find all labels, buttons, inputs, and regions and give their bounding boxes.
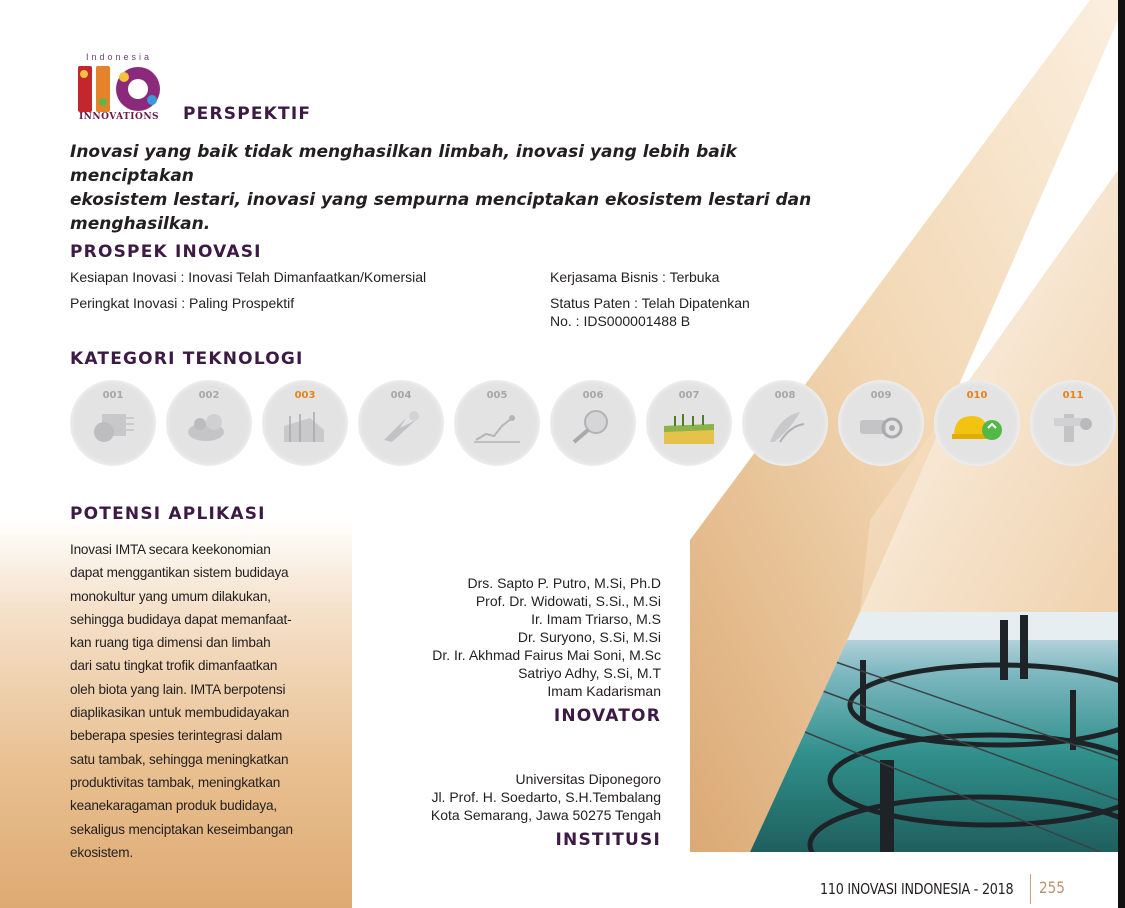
potensi-line: sehingga budidaya dapat memanfaat- [70, 611, 292, 627]
kategori-item-010 [934, 380, 1020, 466]
quote-line: menghasilkan. [70, 214, 211, 234]
potensi-line: dapat menggantikan sistem budidaya [70, 565, 289, 581]
potensi-line: oleh biota yang lain. IMTA berpotensi [70, 681, 286, 697]
perspektif-label: PERSPEKTIF [183, 104, 312, 124]
magnifier-icon [568, 406, 618, 446]
potensi-line: diaplikasikan untuk membudidayakan [70, 705, 290, 721]
kategori-number: 001 [102, 390, 124, 401]
inovator-name: Imam Kadarisman [547, 683, 661, 699]
construction-icon [280, 406, 330, 446]
inovator-list [380, 574, 661, 700]
kategori-number: 003 [294, 390, 316, 401]
quote-line: Inovasi yang baik tidak menghasilkan limbah, inovasi yang lebih baik menciptakan [70, 142, 737, 186]
page-edge [1118, 0, 1125, 908]
page-number: 255 [1039, 878, 1065, 897]
kategori-teknologi-title: KATEGORI TEKNOLOGI [70, 349, 304, 369]
kategori-item-003 [262, 380, 348, 466]
potensi-line: ekosistem. [70, 844, 133, 860]
logo-110-innovations [72, 52, 166, 124]
agriculture-chip-icon [88, 406, 138, 446]
institusi-line: Universitas Diponegoro [515, 771, 661, 787]
potensi-line: satu tambak, sehingga meningkatkan [70, 751, 289, 767]
kategori-item-006 [550, 380, 636, 466]
prospek-inovasi-title: PROSPEK INOVASI [70, 242, 262, 262]
potensi-line: Inovasi IMTA secara keekonomian [70, 542, 271, 557]
logo-bottom-text: INNOVATIONS [78, 112, 160, 122]
kategori-item-009 [838, 380, 924, 466]
kerjasama-bisnis: Kerjasama Bisnis : Terbuka [550, 269, 720, 285]
institusi-line: Jl. Prof. H. Soedarto, S.H.Tembalang [431, 789, 661, 805]
peringkat-inovasi: Peringkat Inovasi : Paling Prospektif [70, 295, 295, 311]
potensi-line: dari satu tingkat trofik dimanfaatkan [70, 658, 278, 674]
status-paten: Status Paten : Telah Dipatenkan [550, 295, 750, 311]
kategori-number: 011 [1062, 390, 1084, 401]
quote-line: ekosistem lestari, inovasi yang sempurna menciptakan ekosistem lestari dan [70, 190, 812, 210]
kategori-number: 004 [390, 390, 412, 401]
kategori-number: 005 [486, 390, 508, 401]
kategori-number: 009 [870, 390, 892, 401]
inovator-name: Prof. Dr. Widowati, S.Si., M.Si [475, 593, 661, 609]
kategori-item-008 [742, 380, 828, 466]
nomor-paten: No. : IDS000001488 B [550, 313, 691, 329]
plant-icon [760, 406, 810, 446]
inovator-label: INOVATOR [553, 706, 661, 726]
kesiapan-inovasi: Kesiapan Inovasi : Inovasi Telah Dimanfaatkan/Komersial [70, 269, 427, 285]
kategori-number: 008 [774, 390, 796, 401]
potensi-line: monokultur yang umum dilakukan, [70, 588, 271, 604]
kategori-item-007 [646, 380, 732, 466]
potensi-line: kan ruang tiga dimensi dan limbah [70, 635, 271, 651]
kategori-item-011 [1030, 380, 1116, 466]
tools-icon [1048, 406, 1098, 446]
safety-recycle-icon [952, 406, 1002, 446]
kategori-item-002 [166, 380, 252, 466]
inovator-name: Dr. Suryono, S.Si, M.Si [517, 629, 661, 645]
kategori-item-004 [358, 380, 444, 466]
potensi-line: produktivitas tambak, meningkatkan [70, 774, 281, 790]
land-environment-icon [664, 406, 714, 446]
growth-chart-icon [472, 406, 522, 446]
kategori-item-001 [70, 380, 156, 466]
inovator-name: Drs. Sapto P. Putro, M.Si, Ph.D [467, 575, 661, 591]
kategori-number: 006 [582, 390, 604, 401]
institusi-address [380, 770, 661, 824]
perspektif-quote [70, 140, 830, 236]
footer-title: 110 INOVASI INDONESIA - 2018 [820, 880, 1014, 898]
potensi-aplikasi-title: POTENSI APLIKASI [70, 504, 266, 524]
footer-divider [1030, 874, 1031, 904]
energy-icon [376, 406, 426, 446]
food-icon [184, 406, 234, 446]
potensi-aplikasi-text [70, 538, 320, 864]
potensi-line: sekaligus menciptakan keseimbangan [70, 821, 293, 837]
inovator-name: Ir. Imam Triarso, M.S [531, 611, 661, 627]
inovator-name: Satriyo Adhy, S.Si, M.T [518, 665, 661, 681]
logo-top-text: Indonesia [85, 52, 153, 62]
kategori-number: 010 [966, 390, 988, 401]
kategori-number: 007 [678, 390, 700, 401]
kategori-item-005 [454, 380, 540, 466]
institusi-label: INSTITUSI [555, 830, 661, 850]
inovator-name: Dr. Ir. Akhmad Fairus Mai Soni, M.Sc [432, 647, 661, 663]
potensi-line: keanekaragaman produk budidaya, [70, 798, 277, 814]
potensi-line: beberapa spesies terintegrasi dalam [70, 728, 283, 744]
logo-110-graphic [76, 62, 162, 114]
machinery-icon [856, 406, 906, 446]
kategori-number: 002 [198, 390, 220, 401]
institusi-line: Kota Semarang, Jawa 50275 Tengah [430, 807, 661, 823]
